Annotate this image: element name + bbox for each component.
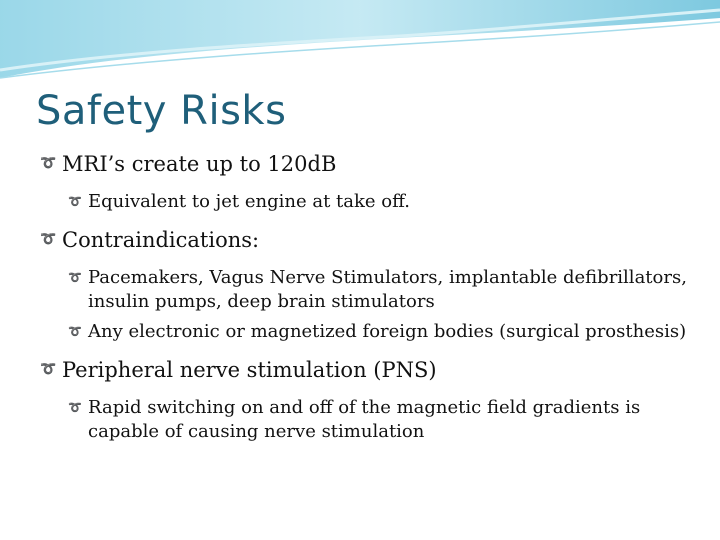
bullet-item <box>40 356 700 384</box>
sub-bullet-text: Any electronic or magnetized foreign bodies (surgical prosthesis) <box>88 321 687 342</box>
bullet-text: Peripheral nerve stimulation (PNS) <box>62 358 437 382</box>
wave-bullet-icon: ➰ <box>68 401 82 414</box>
sub-bullet-item <box>68 266 700 314</box>
wave-bullet-icon: ➰ <box>40 232 57 247</box>
wave-bullet-icon: ➰ <box>40 156 57 171</box>
wave-bullet-icon: ➰ <box>68 271 82 284</box>
wave-bullet-icon: ➰ <box>40 362 57 377</box>
sub-bullet-item <box>68 190 700 214</box>
sub-bullet-item <box>68 320 700 344</box>
bullet-group <box>40 226 700 344</box>
sub-bullet-text: Rapid switching on and off of the magnetic field gradients is capable of causing nerve stimulation <box>88 397 641 442</box>
bullet-text: MRI’s create up to 120dB <box>62 152 337 176</box>
wave-bullet-icon: ➰ <box>68 195 82 208</box>
bullet-text: Contraindications: <box>62 228 260 252</box>
bullet-list <box>40 150 700 456</box>
slide-title: Safety Risks <box>36 88 287 134</box>
sub-bullet-text: Equivalent to jet engine at take off. <box>88 191 410 212</box>
bullet-group <box>40 356 700 444</box>
bullet-item <box>40 150 700 178</box>
header-wave-decoration <box>0 0 720 90</box>
wave-bullet-icon: ➰ <box>68 325 82 338</box>
sub-bullet-text: Pacemakers, Vagus Nerve Stimulators, implantable defibrillators, insulin pumps, deep brain stimulators <box>88 267 687 312</box>
bullet-group <box>40 150 700 214</box>
bullet-item <box>40 226 700 254</box>
sub-bullet-item <box>68 396 700 444</box>
